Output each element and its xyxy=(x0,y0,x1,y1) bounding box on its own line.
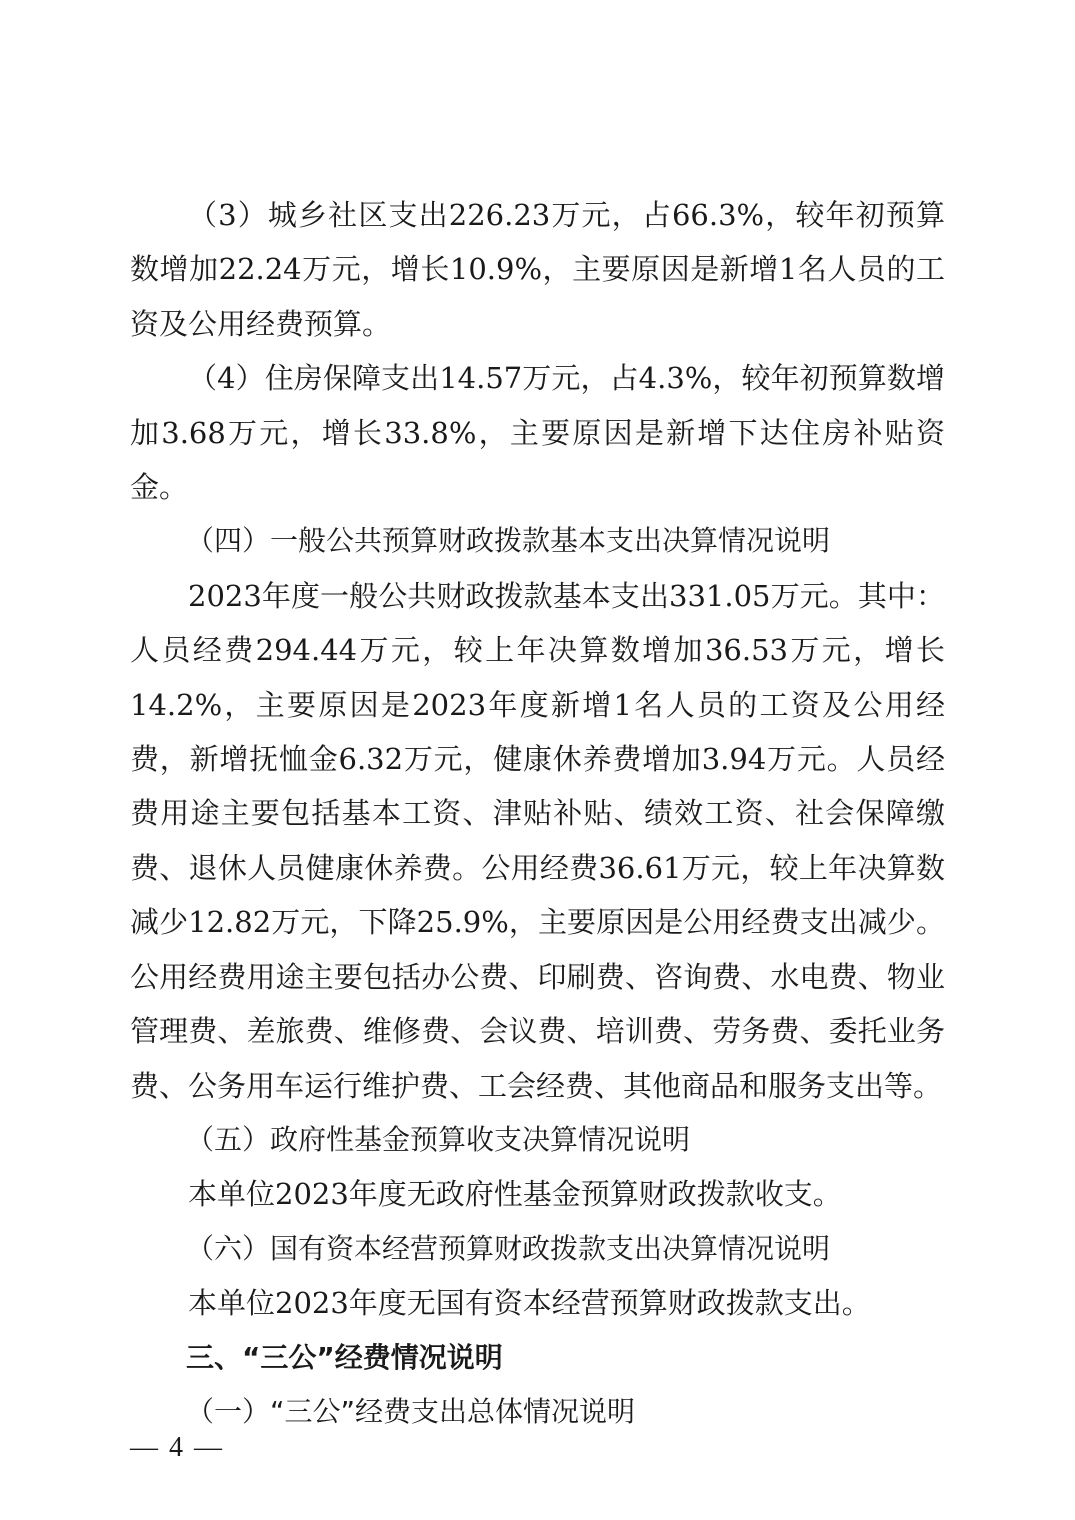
section-heading-three-public: 三、“三公”经费情况说明 xyxy=(186,1340,503,1374)
paragraph-urban-rural-community: （3）城乡社区支出226.23万元，占66.3%，较年初预算数增加22.24万元，增长10.9%，主要原因是新增1名人员的工资及公用经费预算。 xyxy=(130,198,945,341)
paragraph-housing-security: （4）住房保障支出14.57万元，占4.3%，较年初预算数增加3.68万元，增长33.8%，主要原因是新增下达住房补贴资金。 xyxy=(130,361,945,505)
heading-state-capital: （六）国有资本经营预算财政拨款支出决算情况说明 xyxy=(186,1231,831,1265)
page-number: — 4 — xyxy=(130,1432,224,1463)
paragraph-state-capital: 本单位2023年度无国有资本经营预算财政拨款支出。 xyxy=(188,1286,871,1321)
document-body xyxy=(130,188,945,1439)
heading-basic-expenditure: （四）一般公共预算财政拨款基本支出决算情况说明 xyxy=(186,524,831,558)
heading-three-public-overall: （一）“三公”经费支出总体情况说明 xyxy=(186,1394,636,1428)
heading-government-fund: （五）政府性基金预算收支决算情况说明 xyxy=(186,1122,691,1156)
paragraph-government-fund: 本单位2023年度无政府性基金预算财政拨款收支。 xyxy=(188,1177,842,1212)
paragraph-basic-expenditure: 2023年度一般公共财政拨款基本支出331.05万元。其中：人员经费294.44万元，较上年决算数增加36.53万元，增长14.2%，主要原因是2023年度新增1名人员的工资及公用经费，新增抚恤金6.32万元，健康休养费增加3.94万元。人员经费用途主要包括基本工资、津贴补贴、绩效工资、社会保障缴费、退休人员健康休养费。公用经费36.61万元，较上年决算数减少12.82万元，下降25.9%，主要原因是公用经费支出减少。公用经费用途主要包括办公费、印刷费、咨询费、水电费、物业管理费、差旅费、维修费、会议费、培训费、劳务费、委托业务费、公务用车运行维护费、工会经费、其他商品和服务支出等。 xyxy=(130,578,945,1103)
